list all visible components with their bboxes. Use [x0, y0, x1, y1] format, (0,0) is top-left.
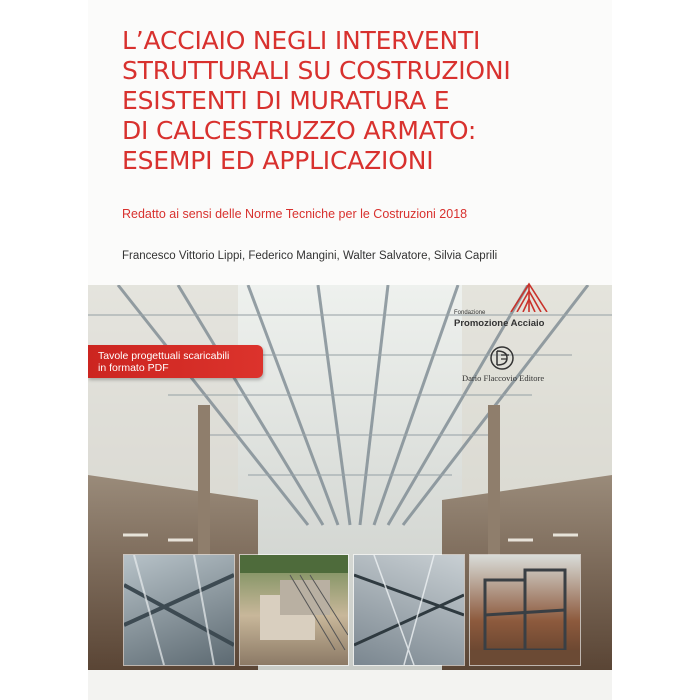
badge-line-2: in formato PDF — [98, 362, 169, 374]
foundation-name: Promozione Acciaio — [454, 318, 545, 329]
book-cover — [88, 0, 612, 700]
dario-flaccovio-logo — [454, 345, 564, 395]
thumbnail-aerial-building — [240, 555, 348, 665]
steel-beams-icon — [124, 555, 234, 665]
thumbnail-steel-frame — [470, 555, 580, 665]
steel-frame-icon — [470, 555, 580, 665]
thumbnail-strip — [124, 555, 580, 665]
aerial-building-icon — [240, 555, 348, 665]
cover-bottom-strip — [88, 670, 612, 700]
df-monogram-icon — [489, 345, 515, 371]
title-line-1: L’ACCIAIO NEGLI INTERVENTI — [122, 26, 481, 55]
badge-line-1: Tavole progettuali scaricabili — [98, 350, 230, 362]
title-line-4: DI CALCESTRUZZO ARMATO: — [122, 116, 477, 145]
thumbnail-roof-structure — [354, 555, 464, 665]
book-title — [122, 26, 592, 176]
title-line-2: STRUTTURALI SU COSTRUZIONI — [122, 56, 511, 85]
foundation-small-label: Fondazione — [454, 310, 486, 316]
book-subtitle: Redatto ai sensi delle Norme Tecniche per le Costruzioni 2018 — [122, 207, 468, 221]
thumbnail-steel-beams — [124, 555, 234, 665]
steel-arch-icon — [509, 282, 549, 312]
title-line-5: ESEMPI ED APPLICAZIONI — [122, 146, 434, 175]
title-line-3: ESISTENTI DI MURATURA E — [122, 86, 450, 115]
book-authors: Francesco Vittorio Lippi, Federico Mangini, Walter Salvatore, Silvia Caprili — [122, 250, 498, 262]
roof-structure-icon — [354, 555, 464, 665]
publisher-name: Dario Flaccovio Editore — [462, 373, 545, 383]
promozione-acciaio-logo — [454, 282, 564, 332]
pdf-download-badge — [88, 345, 263, 378]
